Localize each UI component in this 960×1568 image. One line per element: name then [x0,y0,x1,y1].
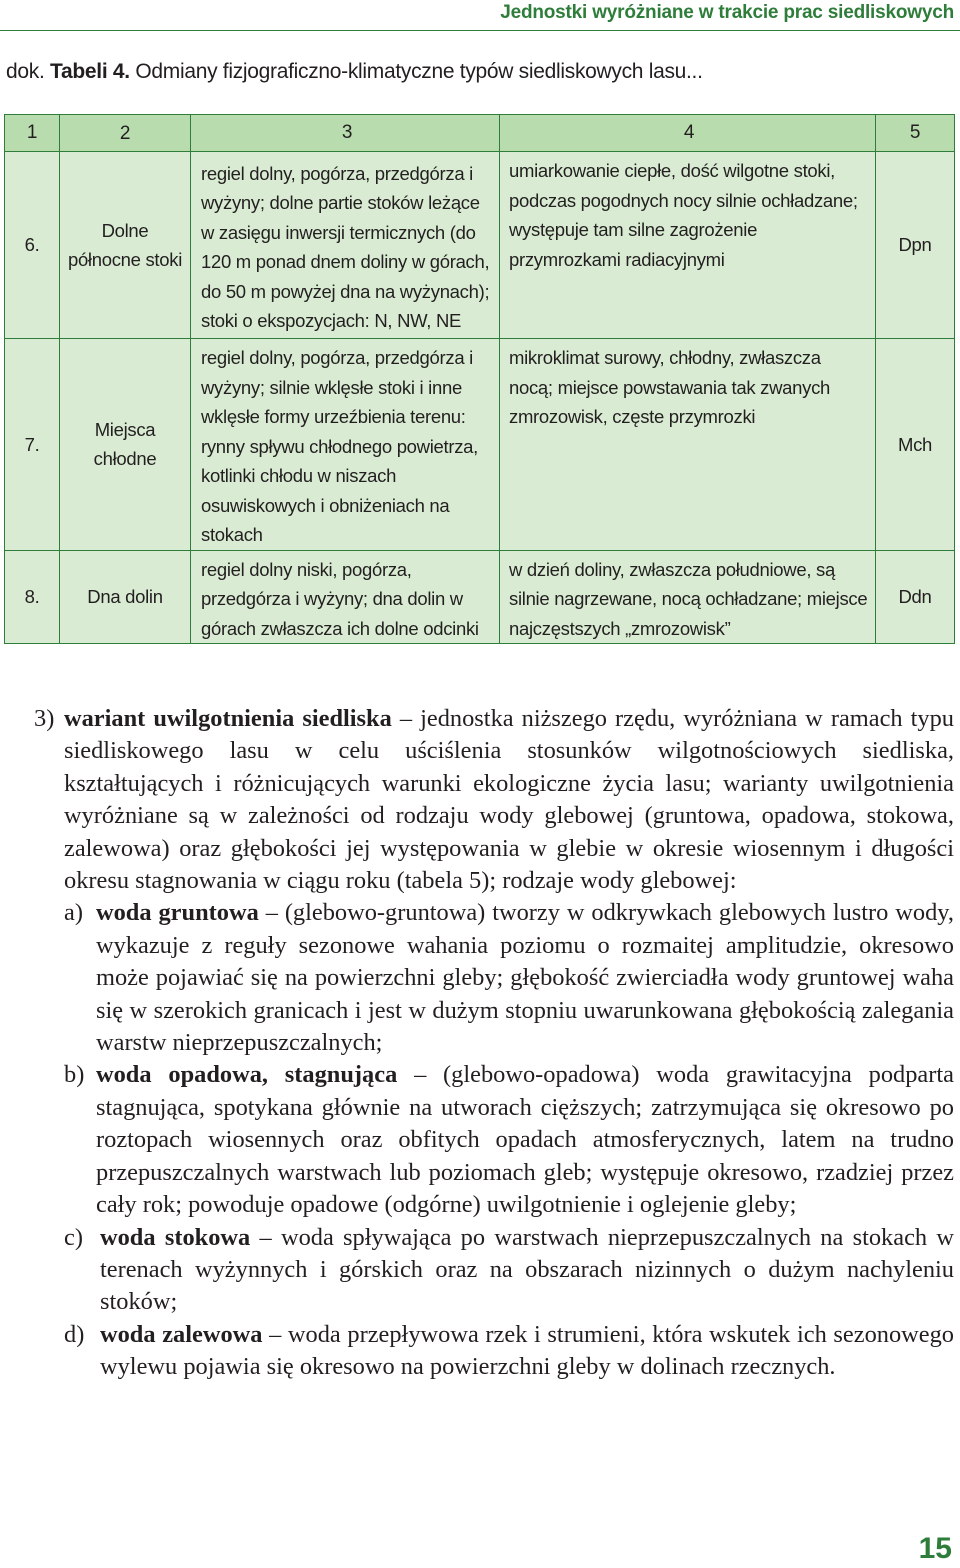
table-row [5,339,955,551]
list-item [64,1319,954,1384]
list-item [64,897,954,1059]
variant-name: Dna dolin [60,550,191,644]
table-header-row [5,115,955,152]
caption-text: Odmiany fizjograficzno-klimatyczne typów siedliskowych lasu... [129,60,703,83]
list-marker: b) [64,1061,85,1089]
list-term: woda gruntowa [96,899,259,927]
list-term: woda opadowa, stagnująca [96,1061,398,1089]
header-rule [0,30,960,31]
body-text [34,703,955,1384]
list-marker: c) [64,1223,83,1251]
table-row [5,550,955,644]
variant-climate [500,550,876,644]
climate-text: umiarkowanie ciepłe, dość wilgotne stoki, podczas pogodnych nocy silnie ochładzane; występuje tam silne zagrożenie przymrozkami radiacyjnymi [509,160,858,270]
variant-code: Dpn [876,152,955,339]
column-header: 2 [60,115,191,152]
habitat-variants-table [4,114,955,644]
list-text: – woda spływająca po warstwach nieprzepuszczalnych na stokach w terenach wyżynnych i górskich oraz na obszarach nizinnych o dużym nachyleniu stoków; [100,1223,954,1316]
list-text: – (glebowo-gruntowa) tworzy w odkrywkach glebowych lustro wody, wykazuje z reguły sezonowe wahania poziomu o rozmaitej amplitudzie, okresowo może pojawiać się na powierzchni gleby; głębokość zwierciadła wody gruntowej waha się w szerokich granicach i jest w dużym stopniu uwarunkowana głębokością zalegania warstw nieprzepuszczalnych; [96,899,955,1057]
variant-code: Mch [876,339,955,551]
table-caption [6,58,703,86]
list-term: woda zalewowa [100,1320,263,1348]
location-text: regiel dolny niski, pogórza, przedgórza i wyżyny; dna dolin w górach zwłaszcza ich dolne odcinki [201,558,479,639]
column-header: 3 [191,115,500,152]
running-head: Jednostki wyróżniane w trakcie prac siedliskowych [500,2,954,23]
list-marker: a) [64,899,83,927]
row-number: 8. [5,550,60,644]
definition-text: – jednostka niższego rzędu, wyróżniana w ramach typu siedliskowego lasu w celu uściślenia stosunków wilgotnościowych siedliska, kształtujących i różnicujących warunki ekologiczne życia lasu; warianty uwilgotnienia wyróżniane są w zależności od rodzaju wody glebowej (gruntowa, opadowa, stokowa, zalewowa) oraz głębokości jej występowania w glebie w okresie wiosennym i długości okresu stagnowania w ciągu roku (tabela 5); rodzaje wody glebowej: [64,705,954,895]
list-item [64,1222,954,1319]
table-row [5,152,955,339]
column-header: 5 [876,115,955,152]
list-marker: d) [64,1320,85,1348]
variant-code: Ddn [876,550,955,644]
list-term: woda stokowa [100,1223,251,1251]
definition-paragraph [34,703,954,897]
row-number: 6. [5,152,60,339]
location-text: regiel dolny, pogórza, przedgórza i wyżyny; silnie wklęsłe stoki i inne wklęsłe formy urzeźbienia terenu: rynny spływu chłodnego powietrza, kotlinki chłodu w niszach osuwiskowych i obniżeniach na stokach [201,347,479,545]
column-header: 1 [5,115,60,152]
variant-location [191,152,500,339]
list-text: – (glebowo-opadowa) woda grawitacyjna podparta stagnująca, spotykana głównie na utworach cięższych; zatrzymująca się okresowo po roztopach wiosennych oraz obfitych opadach atmosferycznych, latem na trudno przepuszczalnych warstwach lub poziomach gleb; występuje okresowo, rzadziej przez cały rok; powoduje opadowe (odgórne) uwilgotnienie i oglejenie gleby; [96,1061,954,1219]
climate-text: mikroklimat surowy, chłodny, zwłaszcza nocą; miejsce powstawania tak zwanych zmrozowisk, częste przymrozki [509,347,831,427]
variant-climate [500,152,876,339]
variant-name: Miejsca chłodne [60,339,191,551]
page-number: 15 [918,1532,952,1565]
variant-location [191,550,500,644]
caption-prefix: dok. [6,60,51,83]
variant-climate [500,339,876,551]
list-text: – woda przepływowa rzek i strumieni, która wskutek ich sezonowego wylewu pojawia się okresowo na powierzchni gleby w dolinach rzecznych. [100,1320,954,1381]
caption-label: Tabeli 4. [50,60,130,83]
paragraph-marker: 3) [34,705,55,732]
variant-name: Dolne północne stoki [60,152,191,339]
location-text: regiel dolny, pogórza, przedgórza i wyżyny; dolne partie stoków leżące w zasięgu inwersji termicznych (do 120 m ponad dnem doliny w górach, do 50 m powyżej dna na wyżynach); stoki o ekspozycjach: N, NW, NE [201,162,490,331]
variant-location [191,339,500,551]
row-number: 7. [5,339,60,551]
list-item [64,1059,954,1221]
definition-term: wariant uwilgotnienia siedliska [64,705,392,732]
column-header: 4 [500,115,876,152]
climate-text: w dzień doliny, zwłaszcza południowe, są silnie nagrzewane, nocą ochładzane; miejsce najczęstszych „zmrozowisk” [509,558,868,639]
